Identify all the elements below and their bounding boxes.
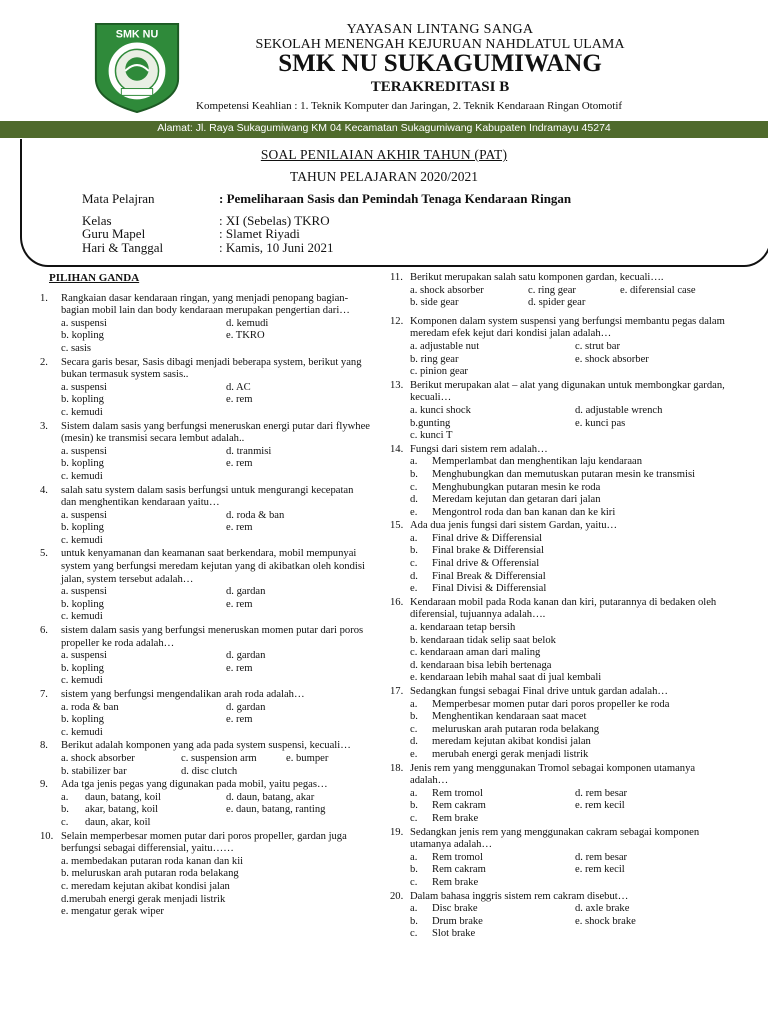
option (226, 343, 386, 356)
school-name: SMK NU SUKAGUMIWANG (278, 50, 602, 77)
option (575, 928, 725, 941)
option-letter: c. (410, 723, 418, 735)
option: c. kunci T (410, 430, 453, 442)
option (226, 471, 386, 484)
option: b. kopling (61, 458, 104, 470)
option: Menghentikan kendaraan saat macet (432, 711, 587, 723)
option: c. kemudi (61, 470, 103, 482)
option (620, 297, 740, 310)
question-number: 2. (40, 356, 48, 368)
option-row (410, 558, 730, 571)
option-letter: b. (410, 545, 418, 557)
question-text: Secara garis besar, Sasis dibagi menjadi beberapa system, berikut yang bukan termasuk system sasis.. (61, 356, 362, 381)
option-letter: c. (61, 816, 69, 828)
option-letter: a. (410, 903, 418, 915)
question-number: 12. (390, 315, 404, 327)
option-grid (61, 650, 370, 688)
option: d. gardan (226, 586, 266, 598)
option: b. stabilizer bar (61, 765, 127, 777)
question-text: Ada tga jenis pegas yang digunakan pada mobil, yaitu pegas… (61, 779, 328, 791)
question-number: 17. (390, 686, 404, 697)
option (575, 813, 725, 826)
option-grid (61, 586, 370, 624)
option: b. side gear (410, 297, 459, 309)
question (40, 421, 370, 484)
option-row (410, 571, 730, 584)
question-text: Berikut adalah komponen yang ada pada system suspensi, kecuali… (61, 740, 351, 752)
option: a. suspensi (61, 381, 107, 393)
option: e. rem kecil (575, 800, 625, 812)
option-letter: a. (410, 787, 418, 799)
option-row (410, 788, 730, 801)
option-letter: a. (61, 791, 69, 803)
option: Rem cakram (432, 864, 486, 876)
question (390, 444, 730, 520)
option: Menghubungkan dan memutuskan putaran mesin ke transmisi (432, 468, 696, 480)
option: Mengontrol roda dan ban kanan dan ke kiri (432, 506, 616, 518)
option: c. ring gear (528, 284, 576, 296)
option: e. rem (226, 522, 253, 534)
option: d. kemudi (226, 317, 269, 329)
info-key: Mata Pelajran (82, 191, 155, 206)
option-row (410, 507, 730, 520)
option-grid (410, 285, 730, 310)
option (286, 766, 386, 779)
option-row (410, 533, 730, 546)
right-column (390, 272, 730, 942)
option (575, 366, 725, 379)
question (390, 827, 730, 890)
option: Rem brake (432, 876, 479, 888)
question-text: Selain memperbesar momen putar dari poros propeller, gardan juga berfungsi sebagai differensial, yaitu…… (61, 830, 347, 855)
question-text: Berikut merupakan alat – alat yang digunakan untuk membongkar gardan, kecuali… (410, 379, 725, 404)
option: a. kendaraan tetap bersih (410, 622, 516, 634)
option: e. daun, batang, ranting (226, 804, 326, 816)
question (40, 831, 370, 919)
option-letter: e. (410, 506, 418, 518)
foundation-name: YAYASAN LINTANG SANGA (346, 22, 534, 37)
question-number: 11. (390, 272, 403, 283)
address-text: Alamat: Jl. Raya Sukagumiwang KM 04 Kecamatan Sukagumiwang Kabupaten Indramayu 45274 (157, 122, 611, 134)
option: Final Divisi & Differensial (432, 583, 547, 595)
option-row (410, 494, 730, 507)
option-grid (61, 318, 370, 356)
option: e. rem (226, 458, 253, 470)
option-letter: d. (410, 736, 418, 748)
option-grid (61, 702, 370, 740)
option: daun, akar, koil (85, 816, 151, 828)
option: c. meredam kejutan akibat kondisi jalan (61, 880, 230, 892)
option: d. spider gear (528, 297, 586, 309)
option: Meredam kejutan dan getaran dari jalan (432, 494, 601, 506)
question-number: 1. (40, 292, 48, 304)
option: b. ring gear (410, 353, 459, 365)
option: a. suspensi (61, 650, 107, 662)
info-row (82, 240, 333, 256)
question (40, 625, 370, 688)
option: merubah energi gerak menjadi listrik (432, 748, 589, 760)
question-number: 4. (40, 484, 48, 496)
option: Drum brake (432, 915, 483, 927)
option: Slot brake (432, 928, 476, 940)
option: d. rem besar (575, 787, 628, 799)
option-row (410, 699, 730, 712)
option: akar, batang, koil (85, 804, 159, 816)
option-row (410, 864, 730, 877)
option: Rem tromol (432, 851, 483, 863)
option: Rem brake (432, 812, 479, 824)
question-text: Berikut merupakan salah satu komponen gardan, kecuali…. (410, 272, 664, 283)
letterhead (0, 0, 768, 122)
option-letter: a. (410, 456, 418, 468)
option: Final drive & Differensial (432, 532, 543, 544)
option: Rem tromol (432, 787, 483, 799)
option (575, 877, 725, 890)
option-row (410, 724, 730, 737)
question-number: 20. (390, 890, 404, 902)
option: d. rem besar (575, 851, 628, 863)
question (40, 357, 370, 420)
option: a. shock absorber (61, 752, 135, 764)
question-text: Komponen dalam system suspensi yang berfungsi membantu pegas dalam meredam efek kejut dari kondisi jalan adalah… (410, 315, 725, 340)
option: a. suspensi (61, 586, 107, 598)
option: b. meluruskan arah putaran roda belakang (61, 868, 239, 880)
option: c. kemudi (61, 675, 103, 687)
option (226, 611, 386, 624)
option: b. kendaraan tidak selip saat belok (410, 634, 556, 646)
question-text: Fungsi dari sistem rem adalah… (410, 443, 548, 455)
option-row (61, 817, 370, 830)
question (40, 740, 370, 778)
question-text: sistem yang berfungsi mengendalikan arah roda adalah… (61, 689, 305, 700)
info-row (82, 191, 571, 207)
option: d. tranmisi (226, 445, 272, 457)
option: meluruskan arah putaran roda belakang (432, 723, 600, 735)
option-letter: c. (410, 481, 418, 493)
option: a. suspensi (61, 317, 107, 329)
option: c. kemudi (61, 611, 103, 623)
option (226, 727, 386, 740)
question (40, 548, 370, 624)
option: e. rem (226, 662, 253, 674)
question-number: 6. (40, 625, 48, 637)
question-number: 8. (40, 740, 48, 752)
option-letter: c. (410, 876, 418, 888)
question-number: 18. (390, 762, 404, 774)
option: b. kopling (61, 714, 104, 726)
question-text: Sedangkan fungsi sebagai Final drive untuk gardan adalah… (410, 686, 669, 697)
option: e. rem (226, 598, 253, 610)
option: b.gunting (410, 417, 451, 429)
option: d. daun, batang, akar (226, 791, 315, 803)
question-number: 13. (390, 379, 404, 391)
question-text: Kendaraan mobil pada Roda kanan dan kiri, putarannya di bedaken oleh diferensial, tujuannya adalah…. (410, 596, 717, 621)
question (40, 779, 370, 829)
option: c. kendaraan aman dari maling (410, 647, 541, 659)
option-grid (61, 510, 370, 548)
option: a. membedakan putaran roda kanan dan kii (61, 855, 244, 867)
option: a. suspensi (61, 445, 107, 457)
option: e. TKRO (226, 330, 265, 342)
info-key: Guru Mapel (82, 226, 146, 241)
option: d. AC (226, 381, 251, 393)
question-text: untuk kenyamanan dan keamanan saat berkendara, mobil mempunyai system yang berfungsi meredam kejutan yang di akibatkan oleh kondisi jalan, system tersebut adalah… (61, 548, 365, 585)
option-letter: b. (410, 711, 418, 723)
info-value: : Kamis, 10 Juni 2021 (219, 240, 334, 255)
option (226, 407, 386, 420)
question-number: 9. (40, 779, 48, 791)
option-letter: c. (410, 812, 418, 824)
option-letter: c. (410, 558, 418, 570)
option (226, 817, 386, 830)
option-letter: b. (410, 800, 418, 812)
option: d. kendaraan bisa lebih bertenaga (410, 659, 552, 671)
option-row (410, 903, 730, 916)
option: Menghubungkan putaran mesin ke roda (432, 481, 601, 493)
question (390, 597, 730, 685)
option: e. rem (226, 714, 253, 726)
option: d. gardan (226, 650, 266, 662)
option-row (61, 804, 370, 817)
option-row (410, 469, 730, 482)
option-letter: d. (410, 494, 418, 506)
option-row (410, 749, 730, 762)
option: d.merubah energi gerak menjadi listrik (61, 893, 226, 905)
option-letter: a. (410, 532, 418, 544)
option: d. gardan (226, 701, 266, 713)
option-letter: e. (410, 748, 418, 760)
question-number: 5. (40, 548, 48, 560)
info-value: : XI (Sebelas) TKRO (219, 213, 330, 228)
question (390, 380, 730, 443)
question-number: 19. (390, 826, 404, 838)
option (226, 675, 386, 688)
exam-title: SOAL PENILAIAN AKHIR TAHUN (PAT) (260, 147, 508, 162)
option-letter: b. (410, 864, 418, 876)
question-text: Ada dua jenis fungsi dari sistem Gardan, yaitu… (410, 520, 618, 532)
question (40, 485, 370, 548)
option-row (410, 928, 730, 941)
option: c. suspension arm (181, 752, 257, 764)
option-row (410, 852, 730, 865)
option-grid (61, 753, 370, 778)
option: b. kopling (61, 598, 104, 610)
info-key: Kelas (82, 213, 112, 228)
question-text: Sedangkan jenis rem yang menggunakan cakram sebagai komponen utamanya adalah… (410, 826, 700, 851)
option: d. axle brake (575, 903, 630, 915)
option-letter: c. (410, 928, 418, 940)
option: a. kunci shock (410, 404, 471, 416)
option: d. disc clutch (181, 765, 238, 777)
question-number: 10. (40, 830, 54, 842)
option: e. mengatur gerak wiper (61, 906, 164, 918)
option: d. roda & ban (226, 509, 285, 521)
option: c. strut bar (575, 340, 621, 352)
question-number: 14. (390, 443, 404, 455)
option-letter: b. (410, 468, 418, 480)
option: e. rem (226, 394, 253, 406)
option: d. adjustable wrench (575, 404, 663, 416)
option-letter: b. (410, 915, 418, 927)
option-row (410, 877, 730, 890)
option: e. rem kecil (575, 864, 625, 876)
option: Final brake & Differensial (432, 545, 544, 557)
option: Disc brake (432, 903, 478, 915)
option: a. adjustable nut (410, 340, 480, 352)
option: e. kendaraan lebih mahal saat di jual kembali (410, 672, 602, 684)
question-text: sistem dalam sasis yang berfungsi meneruskan momen putar dari poros propeller ke roda adalah… (61, 625, 364, 649)
option: e. shock brake (575, 915, 636, 927)
option-grid (61, 446, 370, 484)
option: a. suspensi (61, 509, 107, 521)
question-text: Jenis rem yang menggunakan Tromol sebagai komponen utamanya adalah… (410, 762, 696, 787)
question-text: Sistem dalam sasis yang berfungsi meneruskan energi putar dari flywhee (mesin) ke transmisi secara lembut adalah.. (61, 420, 370, 445)
option-row (410, 736, 730, 749)
option-row (61, 792, 370, 805)
exam-year: TAHUN PELAJARAN 2020/2021 (290, 169, 478, 184)
option: e. kunci pas (575, 417, 626, 429)
option-letter: d. (410, 570, 418, 582)
question-number: 7. (40, 689, 48, 700)
option: a. roda & ban (61, 701, 119, 713)
option-letter: b. (61, 804, 69, 816)
option: c. kemudi (61, 534, 103, 546)
option: e. shock absorber (575, 353, 649, 365)
accreditation: TERAKREDITASI B (370, 79, 510, 95)
option (226, 535, 386, 548)
question-number: 3. (40, 420, 48, 432)
option-row (410, 813, 730, 826)
question (40, 689, 370, 739)
info-value: : Pemeliharaan Sasis dan Pemindah Tenaga Kendaraan Ringan (219, 191, 572, 206)
school-type: SEKOLAH MENENGAH KEJURUAN NAHDLATUL ULAMA (255, 37, 625, 52)
question (390, 891, 730, 941)
option: e. diferensial case (620, 284, 696, 296)
option-letter: a. (410, 851, 418, 863)
question-text: salah satu system dalam sasis berfungsi untuk mengurangi kecepatan dan menghentikan kendaraan yaitu… (61, 484, 354, 509)
question (40, 293, 370, 356)
question (390, 686, 730, 762)
competency-line: Kompetensi Keahlian : 1. Teknik Komputer dan Jaringan, 2. Teknik Kendaraan Ringan Otomotif (196, 100, 623, 112)
option: Memperlambat dan menghentikan laju kendaraan (432, 456, 643, 468)
option: Final Break & Differensial (432, 570, 546, 582)
option: b. kopling (61, 662, 104, 674)
left-column (40, 272, 370, 920)
option (575, 430, 725, 443)
option-grid (410, 405, 730, 443)
option: b. kopling (61, 394, 104, 406)
option: c. kemudi (61, 406, 103, 418)
option: e. bumper (286, 752, 329, 764)
question-text: Rangkaian dasar kendaraan ringan, yang menjadi penopang bagian-bagian mobil lain dan body kendaraan merupakan pengertian dari… (61, 292, 350, 317)
option: Memperbesar momen putar dari poros propeller ke roda (432, 698, 670, 710)
option-grid (410, 341, 730, 379)
info-value: : Slamet Riyadi (219, 226, 300, 241)
option: Rem cakram (432, 800, 486, 812)
option-row (410, 545, 730, 558)
question-text: Dalam bahasa inggris sistem rem cakram disebut… (410, 890, 629, 902)
option: c. pinion gear (410, 366, 468, 378)
option-row (410, 482, 730, 495)
option: b. kopling (61, 330, 104, 342)
option-row (410, 916, 730, 929)
option: meredam kejutan akibat kondisi jalan (432, 736, 591, 748)
option-row (410, 711, 730, 724)
option: a. shock absorber (410, 284, 484, 296)
option-letter: a. (410, 698, 418, 710)
info-key: Hari & Tanggal (82, 240, 164, 255)
question-number: 15. (390, 520, 404, 532)
logo-text: SMK NU (115, 28, 159, 41)
option: c. sasis (61, 342, 92, 354)
question-number: 16. (390, 596, 404, 608)
option: b. kopling (61, 522, 104, 534)
question (390, 316, 730, 379)
option: c. kemudi (61, 726, 103, 738)
option-letter: e. (410, 583, 418, 595)
option-row (410, 800, 730, 813)
option: Final drive & Offerensial (432, 558, 540, 570)
option-row (410, 456, 730, 469)
option-grid (61, 382, 370, 420)
question (390, 272, 730, 310)
section-title: PILIHAN GANDA (49, 272, 140, 284)
option: daun, batang, koil (85, 791, 161, 803)
question (390, 520, 730, 596)
question (390, 763, 730, 826)
option-row (410, 583, 730, 596)
school-logo (88, 20, 186, 114)
